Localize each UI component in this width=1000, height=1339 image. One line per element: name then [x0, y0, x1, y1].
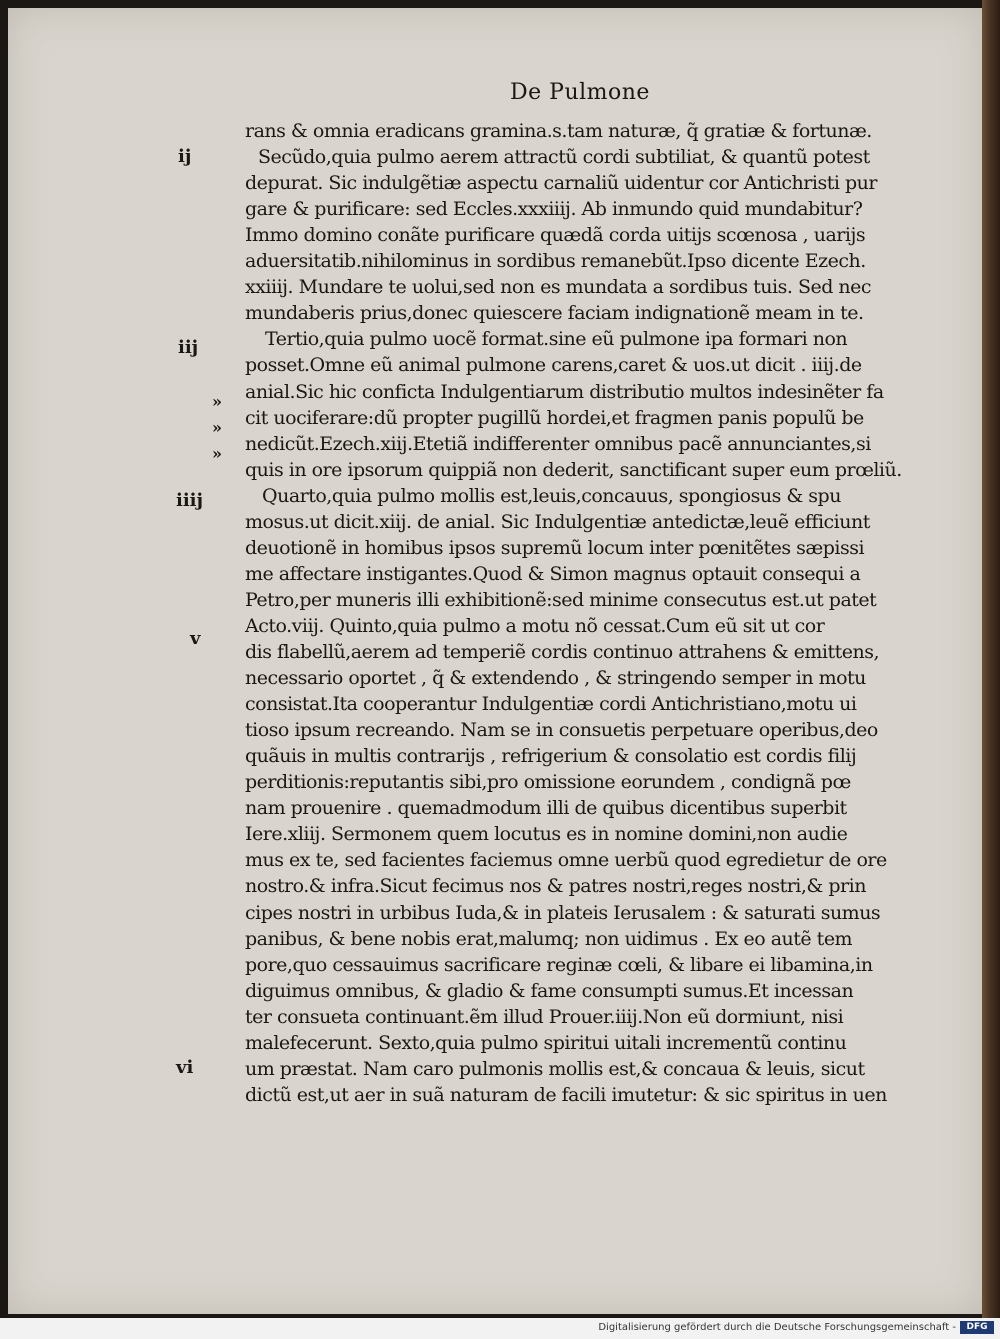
text-line: aduersitatib.nihilominus in sordibus remanebũt.Ipso dicente Ezech.	[245, 250, 866, 272]
text-line: mus ex te, sed facientes faciemus omne uerbũ quod egredietur de ore	[245, 849, 887, 871]
text-line: cit uociferare:dũ propter pugillũ hordei,et fragmen panis populũ be	[245, 407, 864, 429]
text-line: panibus, & bene nobis erat,malumq; non uidimus . Ex eo autẽ tem	[245, 928, 853, 950]
text-line: pore,quo cessauimus sacrificare reginæ cœli, & libare ei libamina,in	[245, 954, 873, 976]
dfg-logo: DFG	[960, 1321, 994, 1334]
margin-quote-mark: »	[212, 392, 222, 411]
text-line: Petro,per muneris illi exhibitionẽ:sed minime consecutus est.ut patet	[245, 589, 877, 611]
funding-note: Digitalisierung gefördert durch die Deutsche Forschungsgemeinschaft -	[598, 1322, 956, 1333]
text-line: rans & omnia eradicans gramina.s.tam naturæ, q̃ gratiæ & fortunæ.	[245, 120, 872, 142]
text-line: nam prouenire . quemadmodum illi de quibus dicentibus superbit	[245, 797, 847, 819]
text-line: malefecerunt. Sexto,quia pulmo spiritui uitali incrementũ continu	[245, 1032, 847, 1054]
text-line: Quarto,quia pulmo mollis est,leuis,concauus, spongiosus & spu	[262, 485, 841, 507]
margin-quote-mark: »	[212, 418, 222, 437]
margin-numeral-6: vi	[176, 1057, 194, 1078]
text-line: Iere.xliij. Sermonem quem locutus es in nomine domini,non audie	[245, 823, 848, 845]
text-line: quãuis in multis contrarijs , refrigerium & consolatio est cordis filij	[245, 745, 857, 767]
text-line: Secũdo,quia pulmo aerem attractũ cordi subtiliat, & quantũ potest	[258, 146, 870, 168]
text-line: nostro.& infra.Sicut fecimus nos & patres nostri,reges nostri,& prin	[245, 875, 866, 897]
text-line: necessario oportet , q̃ & extendendo , & stringendo semper in motu	[245, 667, 866, 689]
text-line: nedicũt.Ezech.xiij.Etetiã indifferenter omnibus pacẽ annunciantes,si	[245, 433, 871, 455]
book-binding-edge	[982, 0, 1000, 1318]
text-line: tioso ipsum recreando. Nam se in consuetis perpetuare operibus,deo	[245, 719, 878, 741]
text-line: depurat. Sic indulgẽtiæ aspectu carnaliũ uidentur cor Antichristi pur	[245, 172, 877, 194]
margin-numeral-4: iiij	[176, 490, 204, 511]
text-line: cipes nostri in urbibus Iuda,& in plateis Ierusalem : & saturati sumus	[245, 902, 881, 924]
margin-numeral-2: ij	[178, 146, 192, 167]
text-line: Tertio,quia pulmo uocẽ format.sine eũ pulmone ipa formari non	[265, 328, 848, 350]
margin-numeral-3: iij	[178, 337, 199, 358]
text-line: posset.Omne eũ animal pulmone carens,caret & uos.ut dicit . iiij.de	[245, 354, 862, 376]
margin-numeral-5: v	[190, 628, 201, 649]
text-line: dictũ est,ut aer in suã naturam de facili imutetur: & sic spiritus in uen	[245, 1084, 887, 1106]
text-line: gare & purificare: sed Eccles.xxxiiij. Ab inmundo quid mundabitur?	[245, 198, 863, 220]
text-line: ter consueta continuant.ẽm illud Prouer.iiij.Non eũ dormiunt, nisi	[245, 1006, 844, 1028]
text-line: mundaberis prius,donec quiescere faciam indignationẽ meam in te.	[245, 302, 864, 324]
text-line: Immo domino conãte purificare quædã corda uitijs scœnosa , uarijs	[245, 224, 866, 246]
text-line: deuotionẽ in homibus ipsos supremũ locum inter pœnitẽtes sæpissi	[245, 537, 865, 559]
text-line: dis flabellũ,aerem ad temperiẽ cordis continuo attrahens & emittens,	[245, 641, 880, 663]
running-head: De Pulmone	[510, 80, 650, 105]
margin-quote-mark: »	[212, 444, 222, 463]
text-line: anial.Sic hic confi̇cta Indulgentiarum distributio multos indesinẽter fa	[245, 381, 884, 403]
text-line: xxiiij. Mundare te uolui,sed non es mundata a sordibus tuis. Sed nec	[245, 276, 872, 298]
text-line: consistat.Ita cooperantur Indulgentiæ cordi Antichristiano,motu ui	[245, 693, 857, 715]
text-line: Acto.viij. Quinto,quia pulmo a motu nõ cessat.Cum eũ sit ut cor	[245, 615, 825, 637]
text-line: mosus.ut dicit.xiij. de anial. Sic Indulgentiæ antedictæ,leuẽ efficiunt	[245, 511, 870, 533]
text-line: quis in ore ipsorum quippiã non dederit, sanctificant super eum prœliũ.	[245, 459, 902, 481]
text-line: me affectare instigantes.Quod & Simon magnus optauit consequi a	[245, 563, 861, 585]
text-line: diguimus omnibus, & gladio & fame consumpti sumus.Et incessan	[245, 980, 854, 1002]
text-line: um præstat. Nam caro pulmonis mollis est,& concaua & leuis, sicut	[245, 1058, 865, 1080]
text-line: perditionis:reputantis sibi,pro omissione eorundem , condignã pœ	[245, 771, 851, 793]
